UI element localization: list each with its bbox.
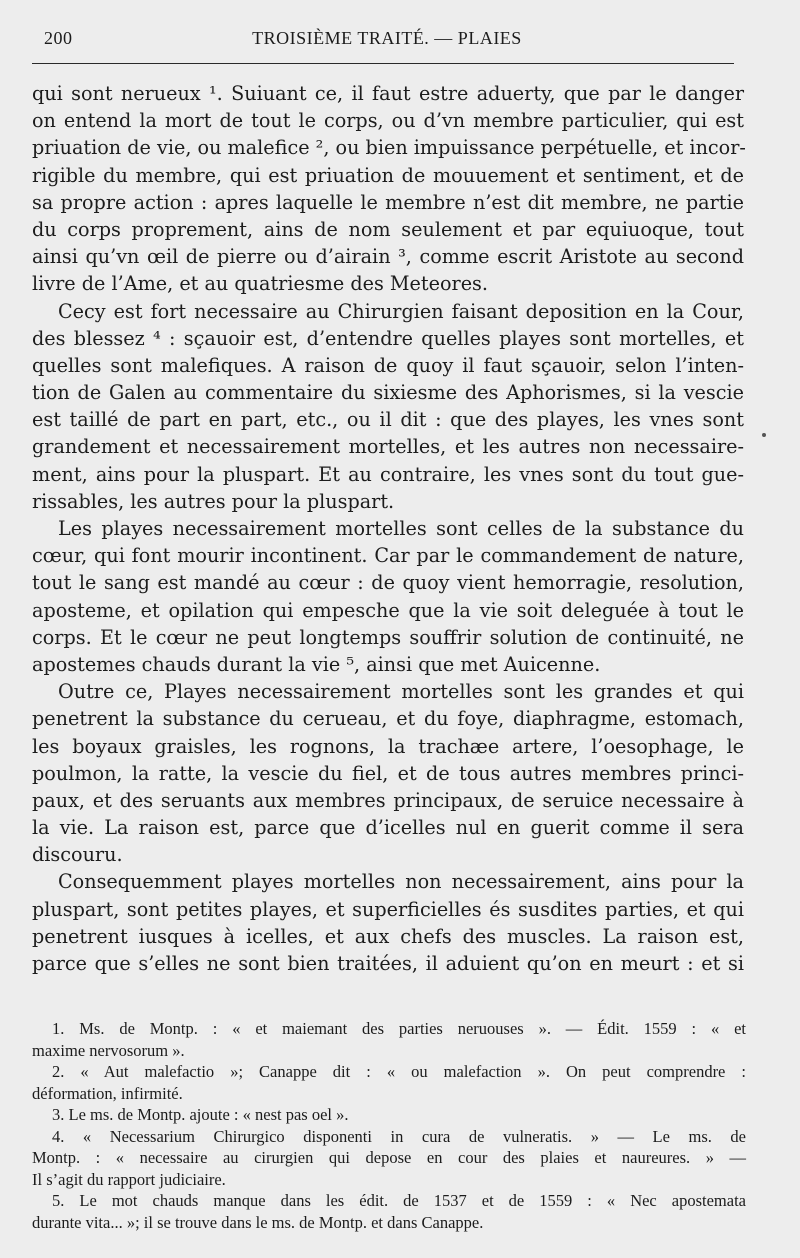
text-line: Outre ce, Playes necessairement mortelles sont les grandes et qui bbox=[58, 680, 744, 704]
text-line: parce que s’elles ne sont bien traitées, il aduient qu’on en meurt : et si bbox=[32, 952, 744, 975]
text-line: livre de l’Ame, et au quatriesme des Meteores. bbox=[32, 272, 489, 296]
text-line: penetrent la substance du cerueau, et du foye, diaphragme, estomach, bbox=[32, 707, 744, 731]
footnote-line: maxime nervosorum ». bbox=[32, 1040, 185, 1060]
text-line: discouru. bbox=[32, 843, 123, 867]
footnote-line: 5. Le mot chauds manque dans les édit. de 1537 et de 1559 : « Nec apostemata bbox=[52, 1191, 746, 1210]
ink-speck bbox=[762, 433, 766, 437]
text-line: Consequemment playes mortelles non necessairement, ains pour la bbox=[58, 870, 744, 894]
text-line: les boyaux graisles, les rognons, la trachæe artere, l’oesophage, le bbox=[32, 734, 744, 758]
text-line: apostemes chauds durant la vie ⁵, ainsi que met Auicenne. bbox=[32, 652, 601, 676]
text-line: ment, ains pour la pluspart. Et au contraire, les vnes sont du tout gue- bbox=[32, 462, 744, 486]
text-line: priuation de vie, ou malefice ², ou bien impuissance perpétuelle, et incor- bbox=[32, 136, 746, 160]
text-line: est taillé de part en part, etc., ou il dit : que des playes, les vnes sont bbox=[32, 408, 744, 432]
text-line: pluspart, sont petites playes, et superficielles és susdites parties, et qui bbox=[32, 897, 744, 921]
footnote-line: 2. « Aut malefactio »; Canappe dit : « ou malefaction ». On peut comprendre : bbox=[52, 1062, 746, 1081]
page-header bbox=[32, 28, 742, 54]
text-line: tout le sang est mandé au cœur : de quoy vient hemorragie, resolution, bbox=[32, 571, 744, 595]
text-line: du corps proprement, ains de nom seulement et par equiuoque, tout bbox=[32, 217, 744, 241]
text-line: grandement et necessairement mortelles, et les autres non necessaire- bbox=[32, 435, 744, 459]
footnotes bbox=[32, 1018, 746, 1233]
text-line: tion de Galen au commentaire du sixiesme des Aphorismes, si la vescie bbox=[32, 381, 744, 405]
text-line: rigible du membre, qui est priuation de mouuement et sentiment, et de bbox=[32, 163, 744, 187]
text-line: quelles sont malefiques. A raison de quoy il faut sçauoir, selon l’inten- bbox=[32, 353, 744, 377]
footnote-line: Montp. : « necessaire au cirurgien qui depose en cour des plaies et naureures. » — bbox=[32, 1148, 746, 1167]
footnote-line: durante vita... »; il se trouve dans le ms. de Montp. et dans Canappe. bbox=[32, 1212, 484, 1232]
footnote-line: Il s’agit du rapport judiciaire. bbox=[32, 1169, 226, 1189]
text-line: on entend la mort de tout le corps, ou d’vn membre particulier, qui est bbox=[32, 109, 744, 133]
header-rule bbox=[32, 63, 734, 64]
footnote-line: 1. Ms. de Montp. : « et maiemant des parties neruouses ». — Édit. 1559 : « et bbox=[52, 1019, 746, 1038]
page-number: 200 bbox=[44, 28, 73, 48]
text-line: poulmon, la ratte, la vescie du fiel, et de tous autres membres princi- bbox=[32, 761, 744, 785]
text-line: corps. Et le cœur ne peut longtemps souffrir solution de continuité, ne bbox=[32, 625, 744, 649]
footnote-line: déformation, infirmité. bbox=[32, 1083, 183, 1103]
footnote-line: 4. « Necessarium Chirurgico disponenti in cura de vulneratis. » — Le ms. de bbox=[52, 1126, 746, 1146]
text-line: aposteme, et opilation qui empesche que la vie soit deleguée à tout le bbox=[32, 598, 744, 622]
main-text bbox=[32, 80, 744, 977]
text-line: paux, et des seruants aux membres principaux, de seruice necessaire à bbox=[32, 788, 744, 812]
text-line: penetrent iusques à icelles, et aux chefs des muscles. La raison est, bbox=[32, 924, 744, 948]
text-line: Les playes necessairement mortelles sont celles de la substance du bbox=[58, 517, 744, 540]
text-line: ainsi qu’vn œil de pierre ou d’airain ³, comme escrit Aristote au second bbox=[32, 245, 744, 269]
text-line: qui sont nerueux ¹. Suiuant ce, il faut estre aduerty, que par le danger bbox=[32, 82, 744, 105]
text-line: Cecy est fort necessaire au Chirurgien faisant deposition en la Cour, bbox=[58, 299, 744, 323]
text-line: cœur, qui font mourir incontinent. Car par le commandement de nature, bbox=[32, 544, 744, 568]
footnote-line: 3. Le ms. de Montp. ajoute : « nest pas oel ». bbox=[52, 1105, 349, 1124]
text-line: la vie. La raison est, parce que d’icelles nul en guerit comme il sera bbox=[32, 816, 744, 840]
running-title: TROISIÈME TRAITÉ. — PLAIES bbox=[252, 28, 522, 48]
text-line: des blessez ⁴ : sçauoir est, d’entendre quelles playes sont mortelles, et bbox=[32, 326, 744, 350]
text-line: rissables, les autres pour la pluspart. bbox=[32, 489, 395, 513]
text-line: sa propre action : apres laquelle le membre n’est dit membre, ne partie bbox=[32, 190, 744, 214]
